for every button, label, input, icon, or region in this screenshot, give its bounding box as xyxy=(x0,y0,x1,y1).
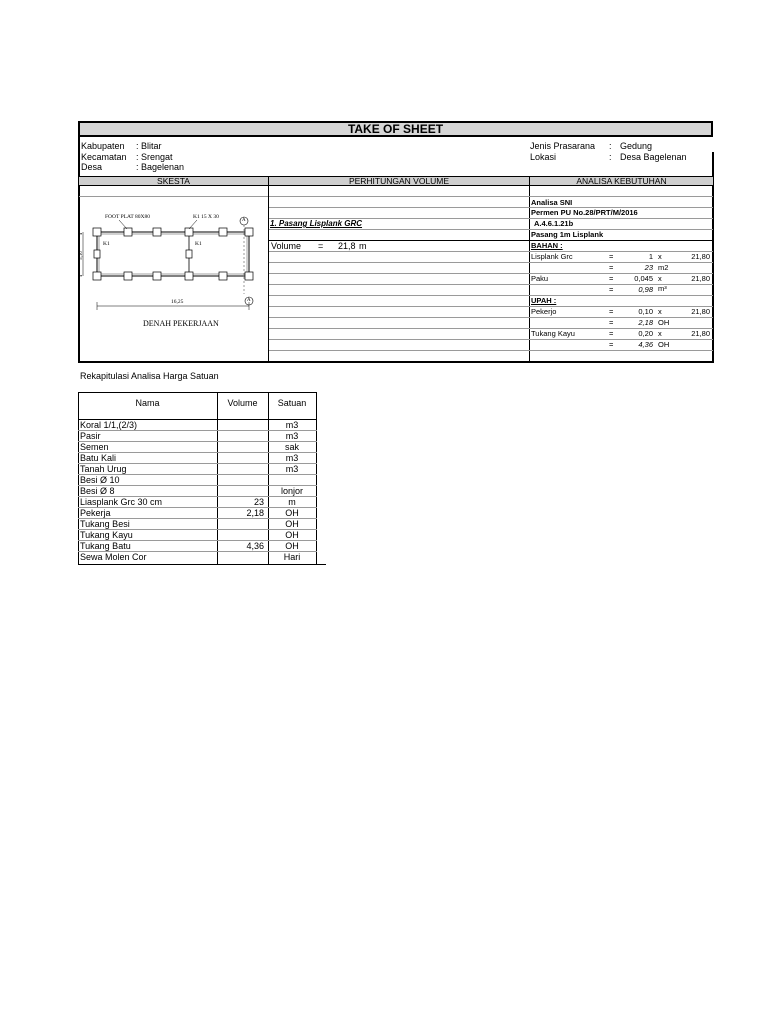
header-volume: PERHITUNGAN VOLUME xyxy=(268,176,530,186)
sheet-title: TAKE OF SHEET xyxy=(78,121,713,137)
axis-label-bottom: A xyxy=(247,298,251,303)
recap-row-nama: Semen xyxy=(80,442,109,452)
label-foot-plat: FOOT PLAT 80X80 xyxy=(105,214,151,220)
bahan-result-lisplank: 23 xyxy=(644,263,653,272)
upah-coef-pekerja: 0,10 xyxy=(638,307,653,316)
upah-label: UPAH : xyxy=(531,296,557,305)
info-label-kabupaten: Kabupaten xyxy=(81,141,125,151)
recap-row-nama: Pasir xyxy=(80,431,101,441)
bahan-name-paku: Paku xyxy=(531,274,549,283)
label-k1-left: K1 xyxy=(103,241,110,247)
bahan-label: BAHAN : xyxy=(531,241,563,250)
upah-unit-pekerja: OH xyxy=(658,318,670,327)
upah-result-tukang-kayu: 4,36 xyxy=(638,340,653,349)
recap-row-nama: Batu Kali xyxy=(80,453,117,463)
recap-row-satuan: OH xyxy=(285,519,299,529)
recap-row-satuan: OH xyxy=(285,541,299,551)
recap-header-volume: Volume xyxy=(227,398,258,408)
recap-row-nama: Tukang Besi xyxy=(80,519,130,529)
recap-row-nama: Tukang Batu xyxy=(80,541,131,551)
label-k1-right: K1 xyxy=(195,241,202,247)
recap-row-satuan: OH xyxy=(285,530,299,540)
bahan-coef-lisplank: 1 xyxy=(648,252,653,261)
header-sketch: SKESTA xyxy=(78,176,269,186)
bahan-unit-paku: m³ xyxy=(658,284,667,293)
info-label-desa: Desa xyxy=(81,162,103,172)
dim-width: 16,25 xyxy=(171,299,184,305)
recap-row-nama: Tukang Kayu xyxy=(80,530,133,540)
info-value-kecamatan: : Srengat xyxy=(136,152,173,162)
recap-row-nama: Liasplank Grc 30 cm xyxy=(80,497,163,507)
recap-row-volume: 23 xyxy=(253,497,264,507)
volume-eq: = xyxy=(318,241,324,251)
recap-row-nama: Sewa Molen Cor xyxy=(80,552,147,562)
recap-header-satuan: Satuan xyxy=(277,398,307,408)
recap-row-satuan: m3 xyxy=(285,431,299,441)
upah-eq-result-pekerja: = xyxy=(609,318,614,327)
info-value-jenis: Gedung xyxy=(620,141,653,151)
analysis-job: Pasang 1m Lisplank xyxy=(531,230,604,239)
upah-result-pekerja: 2,18 xyxy=(638,318,653,327)
volume-item: 1. Pasang Lisplank GRC xyxy=(270,219,363,228)
info-sep-lokasi: : xyxy=(609,152,612,162)
recap-row-nama: Pekerja xyxy=(80,508,111,518)
bahan-x-paku: x xyxy=(658,274,662,283)
bahan-unit-lisplank: m2 xyxy=(658,263,669,272)
upah-unit-tukang-kayu: OH xyxy=(658,340,670,349)
recap-row-nama: Besi Ø 8 xyxy=(80,486,115,496)
bahan-result-paku: 0,98 xyxy=(638,285,653,294)
svg-text:•: • xyxy=(80,232,83,238)
upah-eq-result-tukang-kayu: = xyxy=(609,340,614,349)
analysis-code: A.4.6.1.21b xyxy=(534,219,574,228)
recap-row-satuan: sak xyxy=(284,442,299,452)
bahan-mult-lisplank: 21,80 xyxy=(691,252,710,261)
bahan-name-lisplank: Lisplank Grc xyxy=(531,252,573,261)
info-value-kabupaten: : Blitar xyxy=(136,141,162,151)
recap-row-satuan: OH xyxy=(285,508,299,518)
bahan-eq-paku: = xyxy=(609,274,614,283)
upah-x-pekerja: x xyxy=(658,307,662,316)
upah-name-tukang-kayu: Tukang Kayu xyxy=(531,329,575,338)
upah-name-pekerja: Pekerjo xyxy=(531,307,557,316)
recap-header-nama: Nama xyxy=(135,398,160,408)
recap-row-satuan: m3 xyxy=(285,453,299,463)
analysis-title: Analisa SNI xyxy=(531,198,573,207)
bahan-x: x xyxy=(658,252,662,261)
recap-row-satuan: m3 xyxy=(285,420,299,430)
divider-volume-analysis xyxy=(529,186,530,362)
recap-row-volume: 2,18 xyxy=(246,508,264,518)
recap-row-volume: 4,36 xyxy=(246,541,264,551)
volume-value: 21,8 xyxy=(338,241,356,251)
upah-coef-tukang-kayu: 0,20 xyxy=(638,329,653,338)
upah-eq-pekerja: = xyxy=(609,307,614,316)
bahan-mult-paku: 21,80 xyxy=(691,274,710,283)
bahan-coef-paku: 0,045 xyxy=(634,274,653,283)
recap-row-nama: Koral 1/1,(2/3) xyxy=(80,420,138,430)
divider-sketch-volume xyxy=(268,186,269,362)
info-value-lokasi: Desa Bagelenan xyxy=(620,152,687,162)
info-label-kecamatan: Kecamatan xyxy=(81,152,127,162)
floor-plan-drawing xyxy=(79,208,267,334)
info-sep-jenis: : xyxy=(609,141,612,151)
recap-title: Rekapitulasi Analisa Harga Satuan xyxy=(80,371,219,381)
bahan-eq: = xyxy=(609,252,614,261)
recap-row-nama: Besi Ø 10 xyxy=(80,475,120,485)
label-k1-size: K1 15 X 30 xyxy=(193,214,219,220)
sketch-caption: DENAH PEKERJAAN xyxy=(143,319,219,328)
recap-row-satuan: Hari xyxy=(283,552,301,562)
dim-height: 5,10 xyxy=(78,251,84,260)
volume-unit: m xyxy=(359,241,367,251)
bahan-eq-result-paku: = xyxy=(609,285,614,294)
recap-row-satuan: lonjor xyxy=(280,486,303,496)
recap-row-satuan: m xyxy=(288,497,296,507)
info-value-desa: : Bagelenan xyxy=(136,162,185,172)
upah-eq-tukang-kayu: = xyxy=(609,329,614,338)
header-analysis: ANALISA KEBUTUHAN xyxy=(529,176,714,186)
axis-label-top: A xyxy=(242,218,246,223)
svg-text:•: • xyxy=(80,274,83,280)
recap-table xyxy=(78,392,317,564)
info-label-jenis: Jenis Prasarana xyxy=(530,141,596,151)
analysis-regulation: Permen PU No.28/PRT/M/2016 xyxy=(531,208,638,217)
bahan-eq-result: = xyxy=(609,263,614,272)
recap-row-satuan: m3 xyxy=(285,464,299,474)
upah-mult-pekerja: 21,80 xyxy=(691,307,710,316)
frame-bottom xyxy=(78,361,714,363)
upah-x-tukang-kayu: x xyxy=(658,329,662,338)
floor-plan-sketch xyxy=(79,208,267,334)
info-label-lokasi: Lokasi xyxy=(530,152,557,162)
recap-row-nama: Tanah Urug xyxy=(80,464,127,474)
volume-label: Volume xyxy=(271,241,302,251)
upah-mult-tukang-kayu: 21,80 xyxy=(691,329,710,338)
